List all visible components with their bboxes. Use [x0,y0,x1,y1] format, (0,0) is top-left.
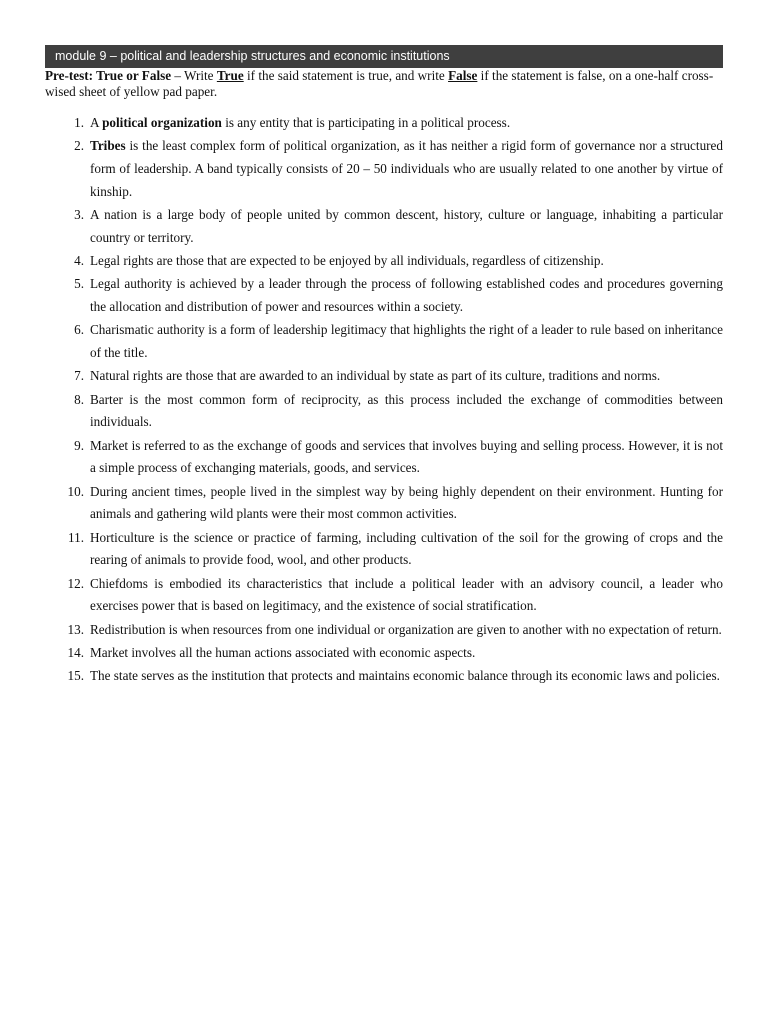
pretest-label: Pre-test: True or False [45,68,172,83]
statement-number: 8. [74,391,84,407]
statement-text [90,276,723,314]
statement-text [90,253,604,268]
statement-prefix: A [90,115,103,130]
statement-item [45,273,723,318]
statement-body: During ancient times, people lived in the simplest way by being highly dependent on their environment. Hunting for animals and gathering wild plants were their most common activities. [90,483,723,522]
statement-text [90,322,723,360]
statement-number: 13. [67,621,84,637]
statement-text [90,622,722,637]
statement-number: 2. [74,138,84,154]
statement-number: 7. [74,368,84,384]
module-title: module 9 – political and leadership structures and economic institutions [55,49,450,63]
statement-key-term: political organization [102,115,222,130]
statement-text [90,115,510,130]
statement-text [90,645,475,660]
statement-item [45,250,723,273]
instructions-dash: – Write [171,68,217,83]
statement-text [90,392,723,430]
statement-item [45,435,723,480]
statement-body: Natural rights are those that are awarded to an individual by state as part of its culture, traditions and norms. [90,368,661,384]
statement-body: Chiefdoms is embodied its characteristics that include a political leader with an advisory council, a leader who exercises power that is based on legitimacy, and the existence of social stratification. [90,575,723,614]
statement-body: Redistribution is when resources from one individual or organization are given to another with no expectation of return. [90,621,722,637]
statement-item [45,665,723,688]
false-keyword: False [448,68,478,83]
statement-body: Charismatic authority is a form of leadership legitimacy that highlights the right of a leader to rule based on inheritance of the title. [90,322,723,360]
statement-body: is the least complex form of political organization, as it has neither a rigid form of governance nor a structured form of leadership. A band typically consists of 20 – 50 individuals who are usually related to one another by virtue of kinship. [90,138,723,199]
statement-text [90,368,660,383]
statement-item [45,642,723,665]
statement-body: Barter is the most common form of reciprocity, as this process included the exchange of commodities between individuals. [90,391,723,430]
statement-number: 12. [67,575,84,591]
pretest-instructions [45,68,723,99]
statement-body: is any entity that is participating in a political process. [221,115,511,130]
statement-text [90,438,723,476]
statement-item [45,135,723,203]
statement-text [90,484,723,522]
instructions-end: if the statement is false, on a one-half cross-wised sheet of yellow pad paper. [45,68,714,99]
statement-number: 9. [74,437,84,453]
statement-body: The state serves as the institution that protects and maintains economic balance through its economic laws and policies. [90,668,720,684]
statement-item [45,365,723,388]
statement-body: A nation is a large body of people united by common descent, history, culture or language, inhabiting a particular country or territory. [90,207,723,245]
statement-text [90,207,723,245]
statement-number: 3. [74,207,84,222]
statement-number: 14. [67,644,84,660]
statement-number: 15. [67,668,84,684]
statement-number: 10. [67,483,84,499]
statement-item [45,112,723,135]
statement-item [45,619,723,642]
statement-body: Legal authority is achieved by a leader through the process of following established codes and procedures governing the allocation and distribution of power and resources within a society. [90,276,723,314]
instructions-middle: if the said statement is true, and write [243,68,449,83]
statement-item [45,573,723,618]
statement-number: 6. [74,322,84,338]
statement-number: 4. [74,253,84,268]
statement-text [90,138,723,198]
statement-number: 1. [74,115,84,130]
statement-item [45,481,723,526]
statement-body: Market involves all the human actions associated with economic aspects. [90,644,476,660]
statement-item [45,319,723,364]
true-keyword: True [216,68,244,83]
statement-text [90,668,720,683]
statement-body: Market is referred to as the exchange of goods and services that involves buying and selling process. However, it is not a simple process of exchanging materials, goods, and services. [90,437,723,476]
statement-item [45,527,723,572]
module-header-bar [45,45,723,68]
statement-list [45,112,723,688]
statement-text [90,530,723,568]
statement-item [45,204,723,249]
statement-number: 11. [68,529,84,545]
statement-body: Horticulture is the science or practice of farming, including cultivation of the soil for the growing of crops and the rearing of animals to provide food, wool, and other products. [90,529,723,568]
statement-key-term: Tribes [90,138,126,154]
statement-text [90,576,723,614]
statement-number: 5. [74,276,84,292]
statement-item [45,389,723,434]
statement-body: Legal rights are those that are expected to be enjoyed by all individuals, regardless of citizenship. [90,253,604,268]
